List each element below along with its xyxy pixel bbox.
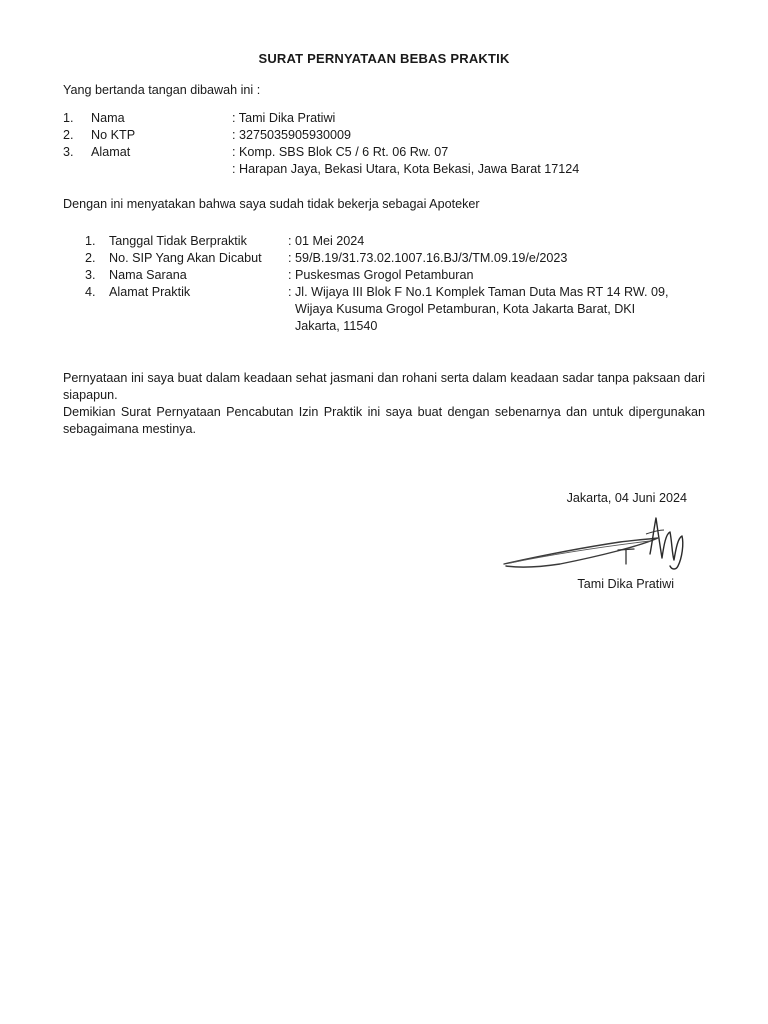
paragraph-declaration: Pernyataan ini saya buat dalam keadaan sehat jasmani dan rohani serta dalam keadaan sadar tanpa paksaan dari siapapun.: [63, 371, 705, 402]
row-value: : Komp. SBS Blok C5 / 6 Rt. 06 Rw. 07: [232, 145, 449, 159]
detail-row-date: [63, 233, 713, 250]
signature-image: [500, 514, 700, 574]
detail-row-facility: [63, 267, 713, 284]
row-number: 4.: [85, 285, 96, 299]
row-label: Alamat: [91, 145, 131, 159]
row-number: 2.: [63, 128, 74, 142]
identity-row-name: [63, 110, 703, 127]
row-number: 1.: [63, 111, 74, 125]
row-label: Tanggal Tidak Berpraktik: [109, 234, 247, 248]
row-value: : Puskesmas Grogol Petamburan: [288, 268, 474, 282]
row-label: Nama: [91, 111, 125, 125]
intro-text: Yang bertanda tangan dibawah ini :: [63, 83, 261, 97]
statement-text: Dengan ini menyatakan bahwa saya sudah tidak bekerja sebagai Apoteker: [63, 197, 480, 211]
row-number: 1.: [85, 234, 96, 248]
signer-name: Tami Dika Pratiwi: [577, 577, 674, 591]
row-label: No. SIP Yang Akan Dicabut: [109, 251, 262, 265]
row-value: Jakarta, 11540: [295, 319, 378, 333]
row-number: 3.: [63, 145, 74, 159]
identity-row-ktp: [63, 127, 703, 144]
identity-row-address-cont: [63, 161, 703, 178]
detail-row-sip: [63, 250, 713, 267]
document-title: SURAT PERNYATAAN BEBAS PRAKTIK: [258, 51, 510, 66]
place-date: Jakarta, 04 Juni 2024: [566, 491, 687, 505]
row-label: No KTP: [91, 128, 136, 142]
row-number: 3.: [85, 268, 96, 282]
paragraph-closing: Demikian Surat Pernyataan Pencabutan Izin Praktik ini saya buat dengan sebenarnya dan untuk dipergunakan sebagaimana mestinya.: [63, 405, 705, 436]
identity-list: [63, 110, 703, 178]
row-label: Nama Sarana: [109, 268, 187, 282]
row-value: : 59/B.19/31.73.02.1007.16.BJ/3/TM.09.19/e/2023: [288, 251, 568, 265]
identity-row-address: [63, 144, 703, 161]
row-value: : Jl. Wijaya III Blok F No.1 Komplek Taman Duta Mas RT 14 RW. 09,: [288, 285, 669, 299]
row-label: Alamat Praktik: [109, 285, 191, 299]
row-value: : 01 Mei 2024: [288, 234, 365, 248]
details-list: [63, 233, 713, 335]
row-value: Wijaya Kusuma Grogol Petamburan, Kota Jakarta Barat, DKI: [295, 302, 636, 316]
row-value: : 3275035905930009: [232, 128, 352, 142]
detail-row-practice-address: [63, 284, 713, 301]
row-value: : Tami Dika Pratiwi: [232, 111, 336, 125]
row-number: 2.: [85, 251, 96, 265]
detail-row-address-cont-2: [63, 318, 713, 335]
row-value: : Harapan Jaya, Bekasi Utara, Kota Bekasi, Jawa Barat 17124: [232, 162, 580, 176]
detail-row-address-cont-1: [63, 301, 713, 318]
